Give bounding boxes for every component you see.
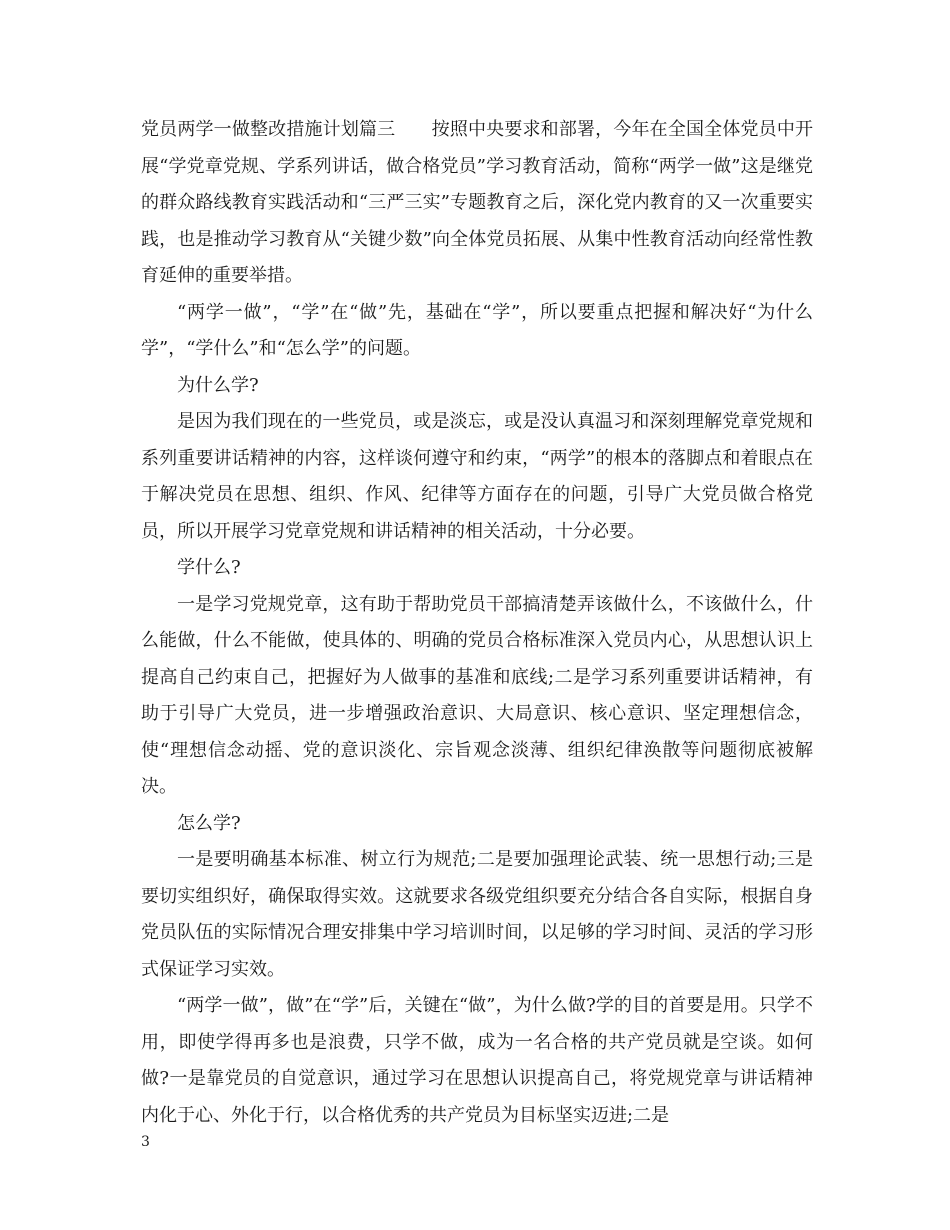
paragraph-what-learn: 一是学习党规党章，这有助于帮助党员干部搞清楚弄该做什么，不该做什么，什么能做，什么不能做，使具体的、明确的党员合格标准深入党员内心，从思想认识上提高自己约束自己，把握好为人做事的基准和底线;二是学习系列重要讲话精神，有助于引导广大党员，进一步增强政治意识、大局意识、核心意识、坚定理想信念，使“理想信念动摇、党的意识淡化、宗旨观念淡薄、组织纪律涣散等问题彻底被解决。	[141, 593, 813, 797]
heading-what-learn: 学什么?	[177, 557, 241, 578]
paragraph-why-learn: 是因为我们现在的一些党员，或是淡忘，或是没认真温习和深刻理解党章党规和系列重要讲话精神的内容，这样谈何遵守和约束，“两学”的根本的落脚点和着眼点在于解决党员在思想、组织、作风、纪律等方面存在的问题，引导广大党员做合格党员，所以开展学习党章党规和讲话精神的相关活动，十分必要。	[141, 411, 813, 542]
paragraph-intro: 党员两学一做整改措施计划篇三 按照中央要求和部署，今年在全国全体党员中开展“学党章党规、学系列讲话，做合格党员”学习教育活动，简称“两学一做”这是继党的群众路线教育实践活动和“三严三实”专题教育之后，深化党内教育的又一次重要实践，也是推动学习教育从“关键少数”向全体党员拓展、从集中性教育活动向经常性教育延伸的重要举措。	[141, 119, 813, 286]
heading-why-learn: 为什么学?	[177, 374, 259, 396]
paragraph-do: “两学一做”，做”在“学”后，关键在“做”，为什么做?学的目的首要是用。只学不用，即使学得再多也是浪费，只学不做，成为一名合格的共产党员就是空谈。如何做?一是靠党员的自觉意识，通过学习在思想认识提高自己，将党规党章与讲话精神内化于心、外化于行，以合格优秀的共产党员为目标坚实迈进;二是	[141, 995, 813, 1126]
document-body	[141, 112, 813, 1134]
paragraph-overview: “两学一做”，“学”在“做”先，基础在“学”，所以要重点把握和解决好“为什么学”，“学什么”和“怎么学”的问题。	[141, 301, 813, 359]
paragraph-how-learn: 一是要明确基本标准、树立行为规范;二是要加强理论武装、统一思想行动;三是要切实组织好，确保取得实效。这就要求各级党组织要充分结合各自实际，根据自身党员队伍的实际情况合理安排集中学习培训时间，以足够的学习时间、灵活的学习形式保证学习实效。	[141, 849, 813, 980]
page-number: 3	[141, 1134, 150, 1150]
heading-how-learn: 怎么学?	[177, 812, 241, 834]
